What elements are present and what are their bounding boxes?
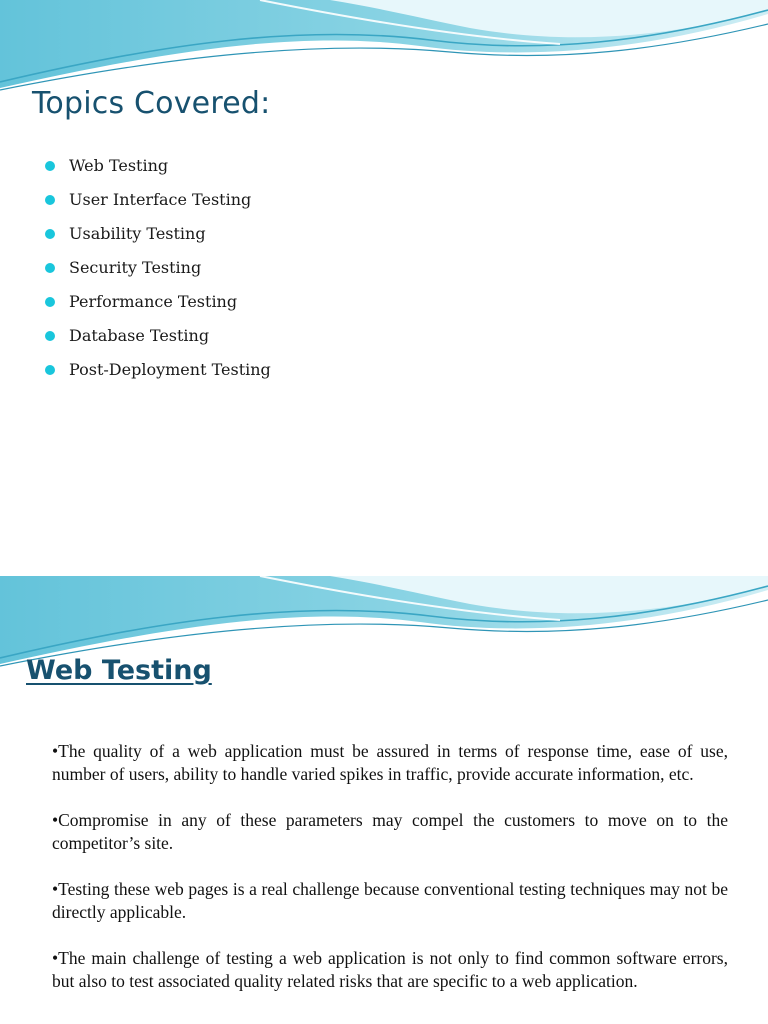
bullet-dot-icon — [45, 195, 55, 205]
topic-label: Database Testing — [69, 326, 210, 345]
topic-label: Security Testing — [69, 258, 202, 277]
topic-label: Web Testing — [69, 156, 169, 175]
topic-item-security-testing — [44, 252, 271, 286]
paragraph: •The main challenge of testing a web application is not only to find common software errors, but also to test associated quality related risks that are specific to a web application. — [52, 948, 728, 991]
wave-banner — [0, 0, 768, 96]
topic-item-performance-testing — [44, 286, 271, 320]
bullet-dot-icon — [45, 297, 55, 307]
topic-item-post-deployment-testing — [44, 354, 271, 388]
topics-list — [44, 150, 271, 388]
bullet-dot-icon — [45, 161, 55, 171]
paragraph: •The quality of a web application must be assured in terms of response time, ease of use, number of users, ability to handle varied spikes in traffic, provide accurate information, etc. — [52, 741, 728, 784]
paragraph: •Compromise in any of these parameters may compel the customers to move on to the competitor’s site. — [52, 810, 728, 853]
bullet-dot-icon — [45, 331, 55, 341]
topic-item-database-testing — [44, 320, 271, 354]
section-title: Web Testing — [26, 655, 212, 686]
topic-item-web-testing — [44, 150, 271, 184]
topic-label: Performance Testing — [69, 292, 238, 311]
paragraph: •Testing these web pages is a real challenge because conventional testing techniques may not be directly applicable. — [52, 879, 728, 922]
bullet-dot-icon — [45, 263, 55, 273]
topic-label: Usability Testing — [69, 224, 206, 243]
topic-label: Post-Deployment Testing — [69, 360, 271, 379]
topic-item-usability-testing — [44, 218, 271, 252]
slide-title: Topics Covered: — [32, 86, 271, 121]
bullet-dot-icon — [45, 365, 55, 375]
body-text — [52, 740, 728, 1016]
topic-item-user-interface-testing — [44, 184, 271, 218]
bullet-dot-icon — [45, 229, 55, 239]
topic-label: User Interface Testing — [69, 190, 252, 209]
slide-web-testing — [0, 576, 768, 1024]
